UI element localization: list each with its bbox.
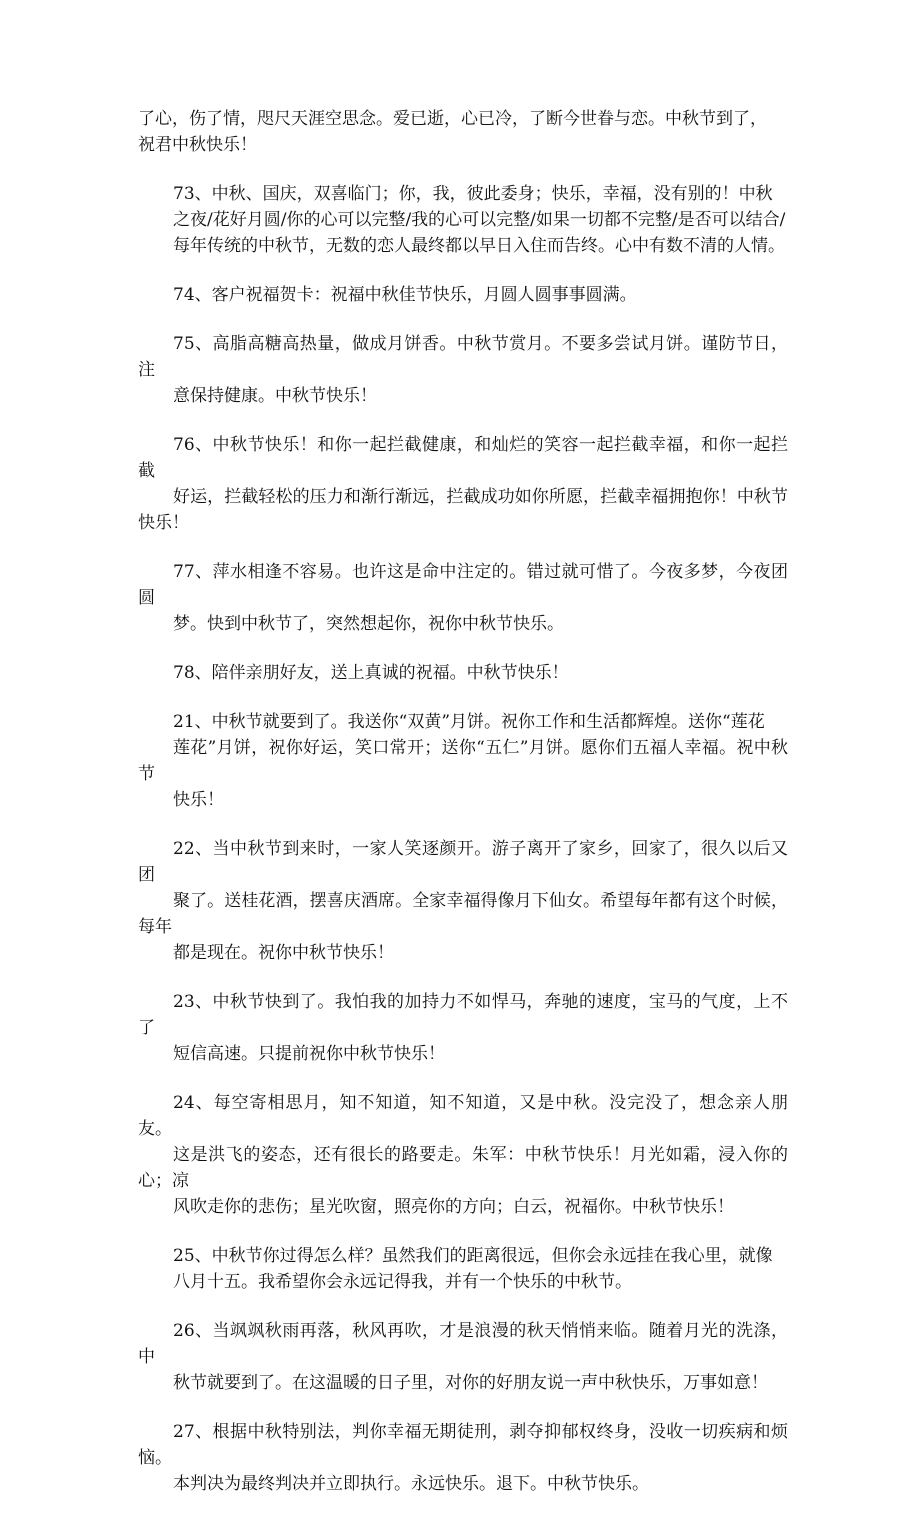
document-page: [138, 106, 788, 1520]
paragraph-line: 78、陪伴亲朋好友，送上真诚的祝福。中秋节快乐！: [173, 663, 569, 683]
paragraph: [138, 282, 788, 308]
paragraph-line: 75、高脂高糖高热量，做成月饼香。中秋节赏月。不要多尝试月饼。谨防节日，注: [138, 334, 788, 380]
paragraph-line: 风吹走你的悲伤；星光吹窗，照亮你的方向；白云，祝福你。中秋节快乐！: [173, 1197, 734, 1217]
paragraph: [138, 1243, 788, 1295]
paragraph-line: 八月十五。我希望你会永远记得我，并有一个快乐的中秋节。: [173, 1272, 632, 1292]
paragraph-line: 24、每空寄相思月，知不知道，知不知道，又是中秋。没完没了，想念亲人朋友。: [138, 1093, 788, 1139]
paragraph-line: 聚了。送桂花酒，摆喜庆酒席。全家幸福得像月下仙女。希望每年都有这个时候，每年: [138, 891, 788, 937]
paragraph-line: 每年传统的中秋节，无数的恋人最终都以早日入住而告终。心中有数不清的人情。: [173, 236, 785, 256]
paragraph: [138, 989, 788, 1067]
paragraph-line: 25、中秋节你过得怎么样？虽然我们的距离很远，但你会永远挂在我心里，就像: [173, 1246, 773, 1266]
paragraph: [138, 106, 788, 158]
paragraph-line: 之夜/花好月圆/你的心可以完整/我的心可以完整/如果一切都不完整/是否可以结合/: [173, 210, 786, 230]
paragraph-line: 74、客户祝福贺卡：祝福中秋佳节快乐，月圆人圆事事圆满。: [173, 285, 637, 305]
paragraph-line: 22、当中秋节到来时，一家人笑逐颜开。游子离开了家乡，回家了，很久以后又团: [138, 839, 788, 885]
paragraph-line: 77、萍水相逢不容易。也许这是命中注定的。错过就可惜了。今夜多梦，今夜团圆: [138, 562, 788, 608]
paragraph: [138, 331, 788, 409]
paragraph: [138, 1419, 788, 1497]
paragraph: [138, 181, 788, 259]
paragraph-line: 23、中秋节快到了。我怕我的加持力不如悍马，奔驰的速度，宝马的气度，上不了: [138, 992, 788, 1038]
paragraph-line: 26、当飒飒秋雨再落，秋风再吹，才是浪漫的秋天悄悄来临。随着月光的洗涤，中: [138, 1321, 788, 1367]
paragraph: [138, 1090, 788, 1220]
paragraph-line: 好运，拦截轻松的压力和渐行渐远，拦截成功如你所愿，拦截幸福拥抱你！中秋节快乐！: [138, 487, 788, 533]
paragraph-line: 意保持健康。中秋节快乐！: [173, 386, 377, 406]
paragraph: [138, 660, 788, 686]
paragraph-line: 短信高速。只提前祝你中秋节快乐！: [173, 1044, 445, 1064]
paragraph: [138, 559, 788, 637]
paragraph-line: 快乐！: [173, 790, 224, 810]
paragraph-line: 都是现在。祝你中秋节快乐！: [173, 943, 394, 963]
paragraph-line: 27、根据中秋特别法，判你幸福无期徒刑，剥夺抑郁权终身，没收一切疾病和烦恼。: [138, 1422, 788, 1468]
paragraph-line: 21、中秋节就要到了。我送你“双黄”月饼。祝你工作和生活都辉煌。送你“莲花: [173, 712, 765, 732]
paragraph: [138, 432, 788, 536]
paragraph-line: 梦。快到中秋节了，突然想起你，祝你中秋节快乐。: [173, 614, 564, 634]
paragraph-line: 莲花”月饼，祝你好运，笑口常开；送你“五仁”月饼。愿你们五福人幸福。祝中秋节: [138, 738, 788, 784]
paragraph-line: 秋节就要到了。在这温暖的日子里，对你的好朋友说一声中秋快乐，万事如意！: [173, 1373, 768, 1393]
paragraph-line: 本判决为最终判决并立即执行。永远快乐。退下。中秋节快乐。: [173, 1474, 649, 1494]
paragraph: [138, 1318, 788, 1396]
paragraph-line: 73、中秋、国庆，双喜临门；你，我，彼此委身；快乐，幸福，没有别的！中秋: [173, 184, 773, 204]
paragraph-line: 祝君中秋快乐！: [138, 135, 257, 155]
paragraph-line: 76、中秋节快乐！和你一起拦截健康，和灿烂的笑容一起拦截幸福，和你一起拦截: [138, 435, 788, 481]
paragraph-line: 了心，伤了情，咫尺天涯空思念。爱已逝，心已冷，了断今世眷与恋。中秋节到了，: [138, 109, 767, 129]
paragraph-line: 这是洪飞的姿态，还有很长的路要走。朱军：中秋节快乐！月光如霜，浸入你的心；凉: [138, 1145, 788, 1191]
paragraph: [138, 709, 788, 813]
paragraph: [138, 836, 788, 966]
